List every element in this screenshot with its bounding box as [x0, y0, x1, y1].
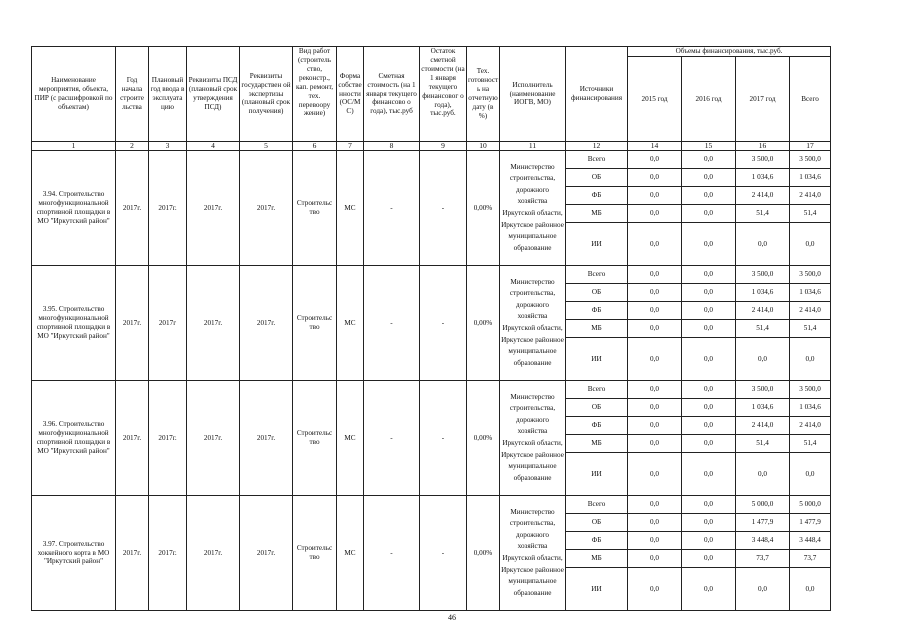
value-total: 51,4 — [790, 320, 831, 338]
value-2017: 51,4 — [736, 435, 790, 453]
value-2016: 0,0 — [682, 223, 736, 266]
header-2016: 2016 год — [682, 57, 736, 142]
plan-year: 2017г. — [149, 151, 187, 266]
value-2016: 0,0 — [682, 302, 736, 320]
value-total: 51,4 — [790, 205, 831, 223]
object-name: 3.94. Строительство многофункциональной спортивной площадки в МО "Иркутский район" — [32, 151, 116, 266]
expertise-date: 2017г. — [240, 496, 293, 611]
psd-date: 2017г. — [187, 496, 240, 611]
value-total: 73,7 — [790, 550, 831, 568]
source: ОБ — [566, 284, 628, 302]
value-2015: 0,0 — [628, 496, 682, 514]
value-2015: 0,0 — [628, 187, 682, 205]
remaining-cost: - — [420, 496, 467, 611]
ownership: МС — [337, 151, 364, 266]
value-2016: 0,0 — [682, 399, 736, 417]
header-executor: Исполнитель (наименование ИОГВ, МО) — [500, 47, 566, 142]
page-number: 46 — [448, 613, 456, 622]
ownership: МС — [337, 266, 364, 381]
column-number: 15 — [682, 142, 736, 151]
value-total: 2 414,0 — [790, 417, 831, 435]
value-2017: 2 414,0 — [736, 302, 790, 320]
work-type: Строительс тво — [293, 151, 337, 266]
value-2017: 51,4 — [736, 205, 790, 223]
expertise-date: 2017г. — [240, 381, 293, 496]
source: ОБ — [566, 169, 628, 187]
value-2015: 0,0 — [628, 514, 682, 532]
source: МБ — [566, 550, 628, 568]
value-total: 0,0 — [790, 338, 831, 381]
value-2015: 0,0 — [628, 550, 682, 568]
value-2015: 0,0 — [628, 338, 682, 381]
value-total: 0,0 — [790, 223, 831, 266]
value-2017: 1 477,9 — [736, 514, 790, 532]
value-2016: 0,0 — [682, 169, 736, 187]
source: ИИ — [566, 223, 628, 266]
value-2017: 1 034,6 — [736, 399, 790, 417]
source: Всего — [566, 496, 628, 514]
ownership: МС — [337, 496, 364, 611]
object-name: 3.96. Строительство многофункциональной спортивной площадки в МО "Иркутский район" — [32, 381, 116, 496]
header-total: Всего — [790, 57, 831, 142]
value-total: 2 414,0 — [790, 302, 831, 320]
work-type: Строительс тво — [293, 496, 337, 611]
financing-table — [31, 46, 831, 611]
value-2016: 0,0 — [682, 151, 736, 169]
value-2015: 0,0 — [628, 151, 682, 169]
value-2017: 3 500,0 — [736, 151, 790, 169]
header-work-type: Вид работ (строитель ство, реконстр., кап. ремонт, тех. перевоору жение) — [293, 47, 337, 142]
value-2017: 0,0 — [736, 568, 790, 611]
value-2017: 3 500,0 — [736, 381, 790, 399]
readiness: 0,00% — [467, 381, 500, 496]
readiness: 0,00% — [467, 151, 500, 266]
start-year: 2017г. — [116, 496, 149, 611]
source: ИИ — [566, 453, 628, 496]
remaining-cost: - — [420, 266, 467, 381]
value-2015: 0,0 — [628, 435, 682, 453]
value-total: 3 448,4 — [790, 532, 831, 550]
column-number: 10 — [467, 142, 500, 151]
header-plan-year: Плановый год ввода в эксплуата цию — [149, 47, 187, 142]
value-2016: 0,0 — [682, 284, 736, 302]
value-2015: 0,0 — [628, 532, 682, 550]
value-2017: 0,0 — [736, 338, 790, 381]
source: ИИ — [566, 568, 628, 611]
source: Всего — [566, 381, 628, 399]
source: МБ — [566, 435, 628, 453]
value-2016: 0,0 — [682, 338, 736, 381]
value-2016: 0,0 — [682, 532, 736, 550]
header-estimated-cost: Сметная стоимость (на 1 января текущего финансово о года), тыс.руб — [364, 47, 420, 142]
column-number: 17 — [790, 142, 831, 151]
source: ИИ — [566, 338, 628, 381]
executor — [500, 266, 566, 381]
header-2017: 2017 год — [736, 57, 790, 142]
table-row — [32, 381, 831, 399]
object-name: 3.95. Строительство многофункциональной спортивной площадки в МО "Иркутский район" — [32, 266, 116, 381]
ownership: МС — [337, 381, 364, 496]
value-2016: 0,0 — [682, 496, 736, 514]
header-expertise: Реквизиты государствен ой экспертизы (плановый срок получения) — [240, 47, 293, 142]
value-2015: 0,0 — [628, 266, 682, 284]
readiness: 0,00% — [467, 266, 500, 381]
column-number: 12 — [566, 142, 628, 151]
value-2017: 3 448,4 — [736, 532, 790, 550]
value-2015: 0,0 — [628, 320, 682, 338]
value-2017: 51,4 — [736, 320, 790, 338]
executor — [500, 381, 566, 496]
value-2015: 0,0 — [628, 205, 682, 223]
value-2016: 0,0 — [682, 320, 736, 338]
source: Всего — [566, 151, 628, 169]
table-row — [32, 266, 831, 284]
value-total: 5 000,0 — [790, 496, 831, 514]
value-2017: 2 414,0 — [736, 187, 790, 205]
table-row — [32, 151, 831, 169]
work-type: Строительс тво — [293, 381, 337, 496]
column-number: 3 — [149, 142, 187, 151]
source: ФБ — [566, 532, 628, 550]
header-sources: Источники финансирования — [566, 47, 628, 142]
column-number: 5 — [240, 142, 293, 151]
table-body — [32, 151, 831, 611]
header-readiness: Тех. готовност ь на отчетную дату (в %) — [467, 47, 500, 142]
table-row — [32, 496, 831, 514]
value-2016: 0,0 — [682, 417, 736, 435]
estimated-cost: - — [364, 496, 420, 611]
value-2015: 0,0 — [628, 169, 682, 187]
psd-date: 2017г. — [187, 381, 240, 496]
value-2016: 0,0 — [682, 435, 736, 453]
header-name: Наименование мероприятия, объекта, ПИР (с расшифровкой по объектам) — [32, 47, 116, 142]
column-number: 4 — [187, 142, 240, 151]
value-2015: 0,0 — [628, 302, 682, 320]
value-2017: 1 034,6 — [736, 169, 790, 187]
column-number: 16 — [736, 142, 790, 151]
plan-year: 2017г. — [149, 381, 187, 496]
value-2017: 73,7 — [736, 550, 790, 568]
source: ОБ — [566, 399, 628, 417]
value-total: 0,0 — [790, 453, 831, 496]
header-ownership: Форма собстве нности (ОС/М С) — [337, 47, 364, 142]
value-total: 3 500,0 — [790, 381, 831, 399]
value-2016: 0,0 — [682, 205, 736, 223]
header-financing-group: Объемы финансирования, тыс.руб. — [628, 47, 831, 57]
value-2017: 3 500,0 — [736, 266, 790, 284]
value-2017: 1 034,6 — [736, 284, 790, 302]
value-2016: 0,0 — [682, 550, 736, 568]
executor-text: Министерство строительства, дорожного хозяйства Иркутской области, Иркутское районное муниципальное образование — [501, 162, 564, 252]
executor — [500, 151, 566, 266]
value-total: 1 034,6 — [790, 284, 831, 302]
remaining-cost: - — [420, 381, 467, 496]
object-name: 3.97. Строительство хоккейного корта в МО "Иркутский район" — [32, 496, 116, 611]
estimated-cost: - — [364, 381, 420, 496]
value-2016: 0,0 — [682, 453, 736, 496]
value-2015: 0,0 — [628, 417, 682, 435]
column-number: 11 — [500, 142, 566, 151]
work-type: Строительс тво — [293, 266, 337, 381]
value-2017: 2 414,0 — [736, 417, 790, 435]
value-total: 3 500,0 — [790, 151, 831, 169]
header-psd: Реквизиты ПСД (плановый срок утверждения ПСД) — [187, 47, 240, 142]
value-total: 1 034,6 — [790, 399, 831, 417]
value-2016: 0,0 — [682, 568, 736, 611]
expertise-date: 2017г. — [240, 266, 293, 381]
column-number: 14 — [628, 142, 682, 151]
value-2017: 0,0 — [736, 453, 790, 496]
start-year: 2017г. — [116, 266, 149, 381]
column-number: 6 — [293, 142, 337, 151]
expertise-date: 2017г. — [240, 151, 293, 266]
source: МБ — [566, 205, 628, 223]
value-2016: 0,0 — [682, 381, 736, 399]
value-2015: 0,0 — [628, 568, 682, 611]
value-2015: 0,0 — [628, 284, 682, 302]
source: Всего — [566, 266, 628, 284]
estimated-cost: - — [364, 266, 420, 381]
value-total: 3 500,0 — [790, 266, 831, 284]
value-total: 2 414,0 — [790, 187, 831, 205]
value-total: 1 034,6 — [790, 169, 831, 187]
psd-date: 2017г. — [187, 266, 240, 381]
executor-text: Министерство строительства, дорожного хозяйства Иркутской области, Иркутское районное муниципальное образование — [501, 507, 564, 597]
executor-text: Министерство строительства, дорожного хозяйства Иркутской области, Иркутское районное муниципальное образование — [501, 277, 564, 367]
executor — [500, 496, 566, 611]
value-2017: 0,0 — [736, 223, 790, 266]
header-remaining-cost: Остаток сметной стоимости (на 1 января текущего финансовог о года), тыс.руб. — [420, 47, 467, 142]
source: ФБ — [566, 417, 628, 435]
remaining-cost: - — [420, 151, 467, 266]
value-total: 51,4 — [790, 435, 831, 453]
value-total: 1 477,9 — [790, 514, 831, 532]
estimated-cost: - — [364, 151, 420, 266]
column-number: 1 — [32, 142, 116, 151]
plan-year: 2017г. — [149, 496, 187, 611]
psd-date: 2017г. — [187, 151, 240, 266]
header-2015: 2015 год — [628, 57, 682, 142]
source: ОБ — [566, 514, 628, 532]
header-year-start: Год начала строите льства — [116, 47, 149, 142]
start-year: 2017г. — [116, 151, 149, 266]
source: ФБ — [566, 187, 628, 205]
column-numbers-row — [32, 142, 831, 151]
column-number: 7 — [337, 142, 364, 151]
value-2015: 0,0 — [628, 399, 682, 417]
column-number: 9 — [420, 142, 467, 151]
start-year: 2017г. — [116, 381, 149, 496]
value-2016: 0,0 — [682, 514, 736, 532]
value-total: 0,0 — [790, 568, 831, 611]
value-2017: 5 000,0 — [736, 496, 790, 514]
source: ФБ — [566, 302, 628, 320]
column-number: 8 — [364, 142, 420, 151]
value-2015: 0,0 — [628, 381, 682, 399]
executor-text: Министерство строительства, дорожного хозяйства Иркутской области, Иркутское районное муниципальное образование — [501, 392, 564, 482]
plan-year: 2017г — [149, 266, 187, 381]
readiness: 0,00% — [467, 496, 500, 611]
value-2015: 0,0 — [628, 223, 682, 266]
value-2015: 0,0 — [628, 453, 682, 496]
value-2016: 0,0 — [682, 266, 736, 284]
value-2016: 0,0 — [682, 187, 736, 205]
source: МБ — [566, 320, 628, 338]
column-number: 2 — [116, 142, 149, 151]
